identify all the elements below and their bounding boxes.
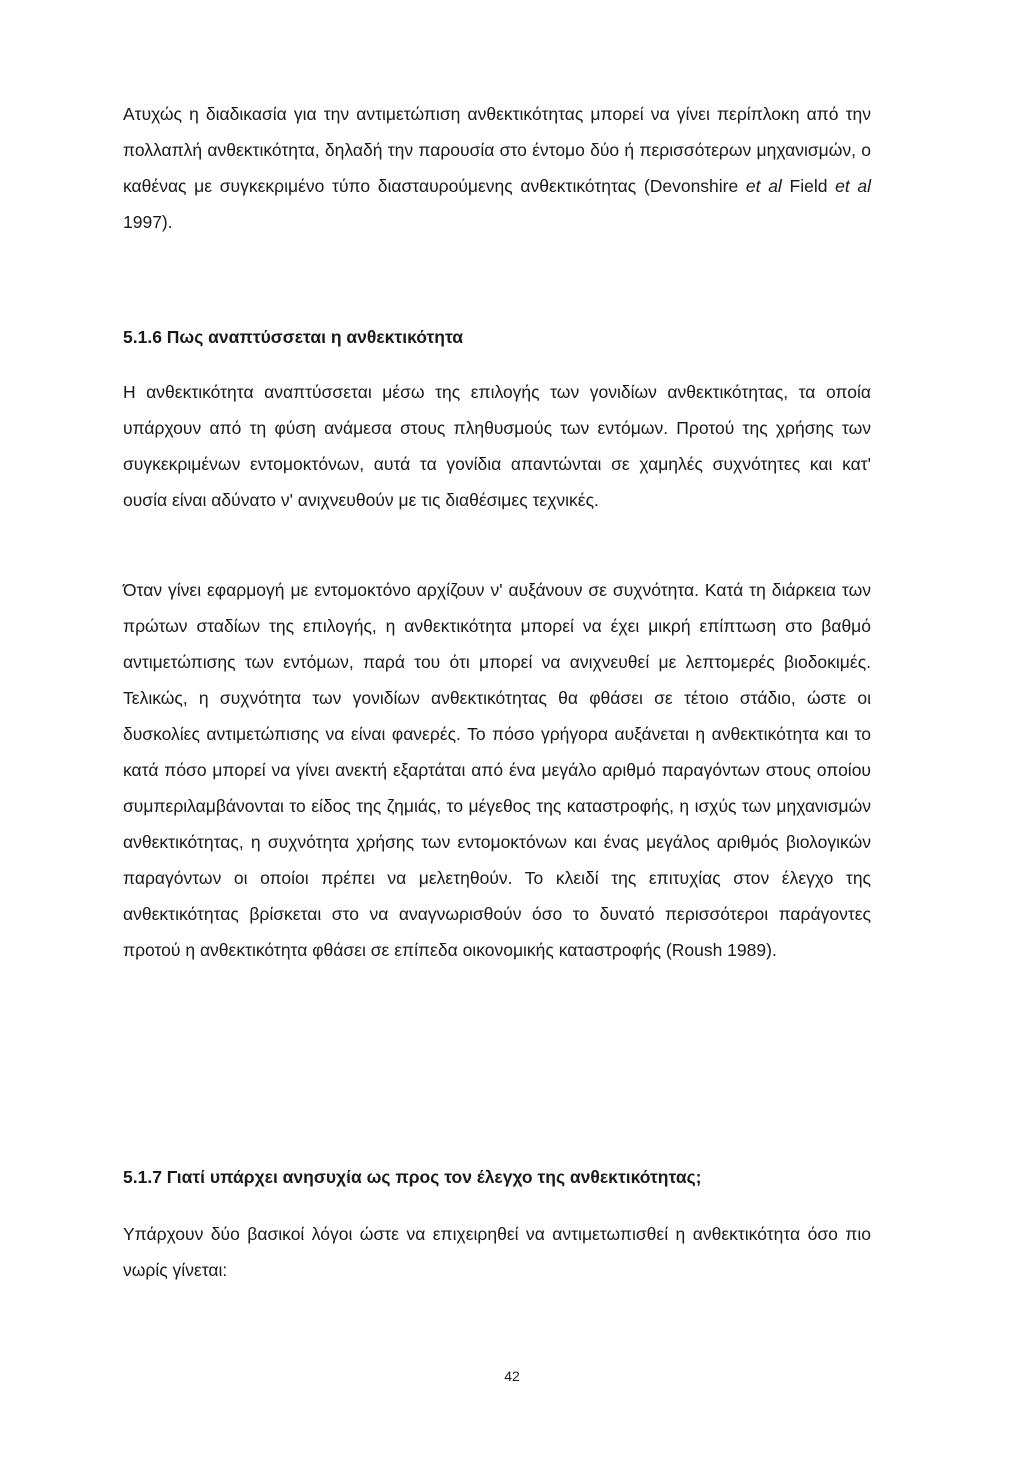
paragraph-two-reasons: Υπάρχουν δύο βασικοί λόγοι ώστε να επιχειρηθεί να αντιμετωπισθεί η ανθεκτικότητα όσο πιο νωρίς γίνεται:: [123, 1224, 871, 1280]
paragraph-multiple-resistance: [123, 96, 871, 240]
section-heading-5-1-6: 5.1.6 Πως αναπτύσσεται η ανθεκτικότητα: [123, 327, 464, 347]
p1-text-after: 1997).: [123, 212, 173, 232]
section-heading-5-1-7: 5.1.7 Γιατί υπάρχει ανησυχία ως προς τον έλεγχο της ανθεκτικότητας;: [123, 1167, 702, 1187]
paragraph-resistance-development: Η ανθεκτικότητα αναπτύσσεται μέσω της επιλογής των γονιδίων ανθεκτικότητας, τα οποία υπάρχουν από τη φύση ανάμεσα στους πληθυσμούς των εντόμων. Προτού της χρήσης των συγκεκριμένων εντομοκτόνων, αυτά τα γονίδια απαντώνται σε χαμηλές συχνότητες και κατ' ουσία είναι αδύνατο ν' ανιχνευθούν με τις διαθέσιμες τεχνικές.: [123, 382, 871, 510]
p1-text-middle: Field: [781, 176, 836, 196]
p1-et-al-1: et al: [745, 176, 782, 196]
p1-text-before: Ατυχώς η διαδικασία για την αντιμετώπιση ανθεκτικότητας μπορεί να γίνει περίπλοκη από την πολλαπλή ανθεκτικότητα, δηλαδή την παρουσία στο έντομο δύο ή περισσότερων μηχανισμών, ο καθένας με συγκεκριμένο τύπο διασταυρούμενης ανθεκτικότητας (Devonshire: [123, 104, 871, 196]
paragraph-insecticide-application: Όταν γίνει εφαρμογή με εντομοκτόνο αρχίζουν ν' αυξάνουν σε συχνότητα. Κατά τη διάρκεια των πρώτων σταδίων της επιλογής, η ανθεκτικότητα μπορεί να έχει μικρή επίπτωση στο βαθμό αντιμετώπισης των εντόμων, παρά του ότι μπορεί να ανιχνευθεί με λεπτομερές βιοδοκιμές. Τελικώς, η συχνότητα των γονιδίων ανθεκτικότητας θα φθάσει σε τέτοιο στάδιο, ώστε οι δυσκολίες αντιμετώπισης να είναι φανερές. Το πόσο γρήγορα αυξάνεται η ανθεκτικότητα και το κατά πόσο μπορεί να γίνει ανεκτή εξαρτάται από ένα μεγάλο αριθμό παραγόντων στους οποίου συμπεριλαμβάνονται το είδος της ζημιάς, το μέγεθος της καταστροφής, η ισχύς των μηχανισμών ανθεκτικότητας, η συχνότητα χρήσης των εντομοκτόνων και ένας μεγάλος αριθμός βιολογικών παραγόντων οι οποίοι πρέπει να μελετηθούν. Το κλειδί της επιτυχίας στον έλεγχο της ανθεκτικότητας βρίσκεται στο να αναγνωρισθούν όσο το δυνατό περισσότεροι παράγοντες προτού η ανθεκτικότητα φθάσει σε επίπεδα οικονομικής καταστροφής (Roush 1989).: [123, 580, 871, 960]
page-number: 42: [504, 1368, 520, 1384]
p1-et-al-2: et al: [835, 176, 872, 196]
